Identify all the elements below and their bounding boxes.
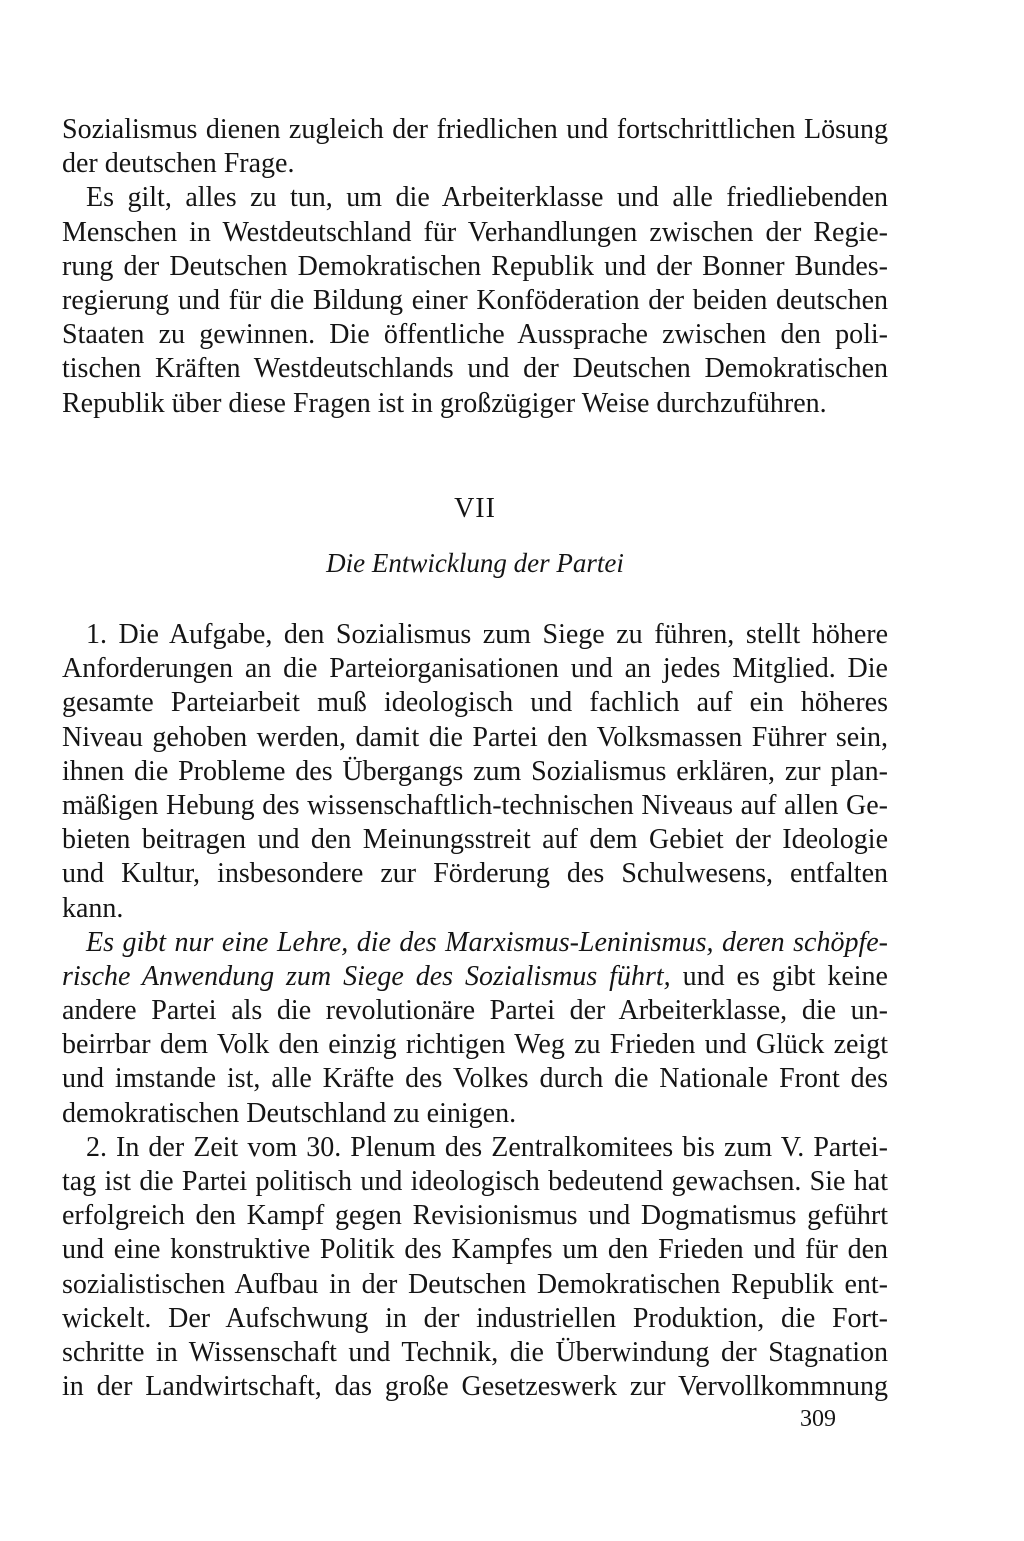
text-line: rung der Deutschen Demokratischen Republik und der Bonner Bundes-: [62, 250, 888, 282]
text-line: der deutschen Frage.: [62, 148, 295, 180]
text-line: gesamte Parteiarbeit muß ideologisch und fachlich auf ein höheres: [62, 687, 888, 719]
text-line: und imstande ist, alle Kräfte des Volkes durch die Nationale Front des: [62, 1063, 888, 1095]
text-line: Niveau gehoben werden, damit die Partei den Volksmassen Führer sein,: [62, 721, 888, 753]
chapter-body: [62, 618, 888, 1404]
text-line: tag ist die Partei politisch und ideologisch bedeutend gewachsen. Sie hat: [62, 1166, 888, 1197]
chapter-number: VII: [454, 493, 496, 524]
italic-phrase: rische Anwendung zum Siege des Sozialismus führt,: [62, 960, 671, 992]
text-line: 2. In der Zeit vom 30. Plenum des Zentralkomitees bis zum V. Partei-: [86, 1131, 888, 1163]
page-number: 309: [800, 1406, 836, 1432]
text-line: erfolgreich den Kampf gegen Revisionismus und Dogmatismus geführt: [62, 1200, 888, 1232]
text-line: Es gilt, alles zu tun, um die Arbeiterklasse und alle friedliebenden: [86, 182, 888, 214]
chapter-title: Die Entwicklung der Partei: [326, 548, 624, 578]
text-line: kann.: [62, 892, 124, 924]
text-line: beirrbar dem Volk den einzig richtigen Weg zu Frieden und Glück zeigt: [62, 1029, 888, 1061]
text-line: wickelt. Der Aufschwung in der industriellen Produktion, die Fort-: [62, 1302, 888, 1334]
text-line-mixed: [62, 960, 888, 994]
text-line: regierung und für die Bildung einer Konföderation der beiden deutschen: [62, 284, 888, 316]
text-line: Republik über diese Fragen ist in großzügiger Weise durchzuführen.: [62, 387, 827, 419]
text-line: sozialistischen Aufbau in der Deutschen Demokratischen Republik ent-: [62, 1268, 888, 1300]
text-line: bieten beitragen und den Meinungsstreit auf dem Gebiet der Ideologie: [62, 824, 888, 856]
text-line: und Kultur, insbesondere zur Förderung des Schulwesens, entfalten: [62, 858, 888, 890]
text-line: Menschen in Westdeutschland für Verhandlungen zwischen der Regie-: [62, 216, 888, 248]
text-line: mäßigen Hebung des wissenschaftlich-technischen Niveaus auf allen Ge-: [62, 789, 888, 821]
text-line: schritte in Wissenschaft und Technik, die Überwindung der Stagnation: [62, 1336, 888, 1368]
text-line: Sozialismus dienen zugleich der friedlichen und fortschrittlichen Lösung: [62, 114, 888, 145]
text-line-italic: Es gibt nur eine Lehre, die des Marxismus-Leninismus, deren schöpfe-: [86, 926, 888, 958]
text-line: Staaten zu gewinnen. Die öffentliche Aussprache zwischen den poli-: [62, 319, 888, 351]
text-fragment: und es gibt keine: [670, 960, 888, 992]
text-line: in der Landwirtschaft, das große Gesetzeswerk zur Vervollkommnung: [62, 1371, 888, 1403]
text-line: demokratischen Deutschland zu einigen.: [62, 1097, 517, 1129]
top-paragraphs: [62, 113, 888, 421]
text-line: und eine konstruktive Politik des Kampfes um den Frieden und für den: [62, 1234, 888, 1266]
text-line: ihnen die Probleme des Übergangs zum Sozialismus erklären, zur plan-: [62, 755, 888, 787]
text-line: tischen Kräften Westdeutschlands und der Deutschen Demokratischen: [62, 353, 888, 385]
text-line: Anforderungen an die Parteiorganisationen und an jedes Mitglied. Die: [62, 653, 888, 685]
text-line: andere Partei als die revolutionäre Partei der Arbeiterklasse, die un-: [62, 995, 888, 1027]
text-line: 1. Die Aufgabe, den Sozialismus zum Siege zu führen, stellt höhere: [86, 619, 888, 650]
